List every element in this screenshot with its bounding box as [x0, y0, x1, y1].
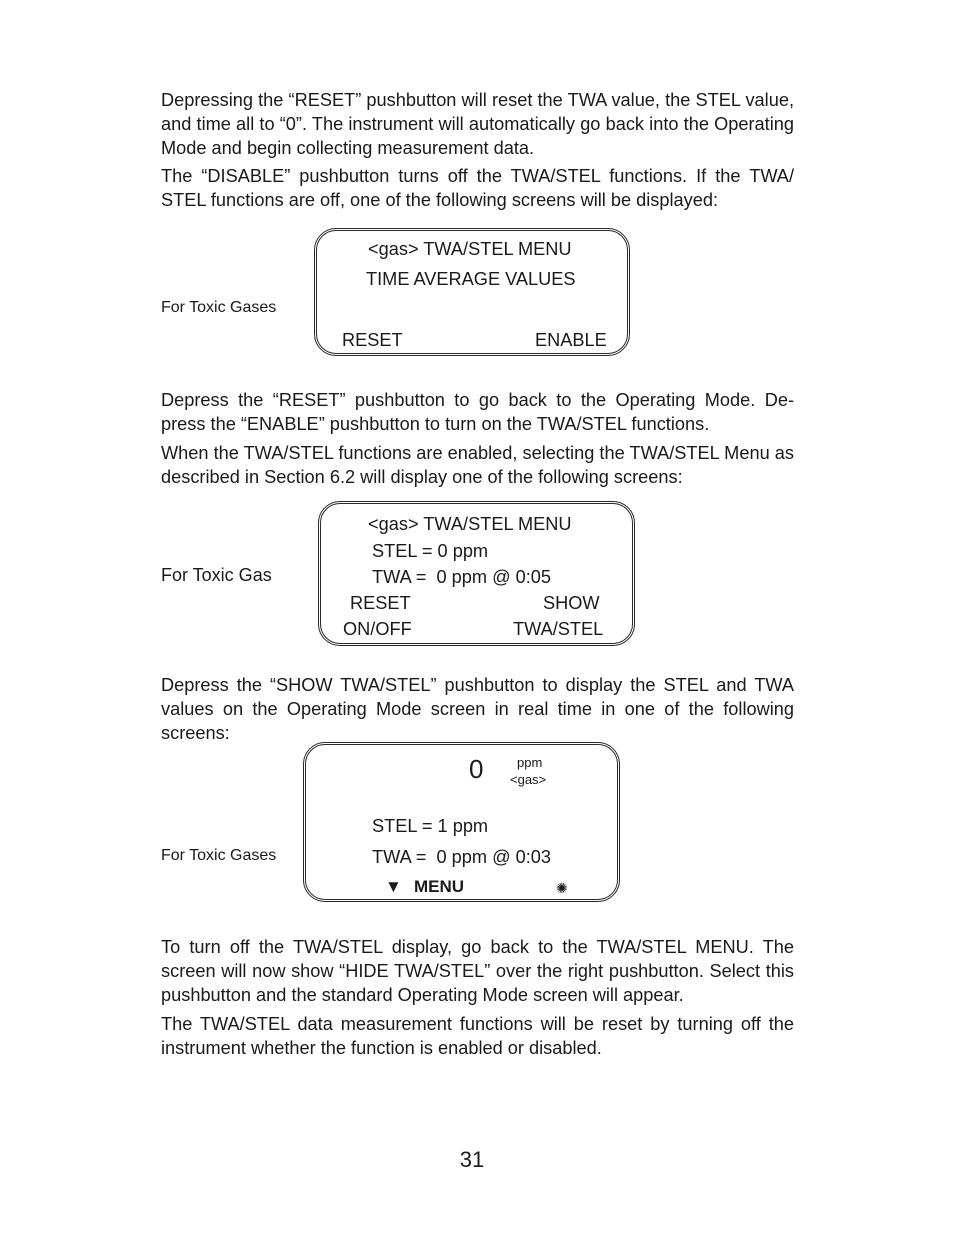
- screen1-enable-label: ENABLE: [535, 330, 607, 350]
- screen1-caption: For Toxic Gases: [161, 299, 277, 316]
- display-screen-disabled: [314, 228, 630, 356]
- screen2-title: <gas> TWA/STEL MENU: [368, 514, 572, 534]
- paragraph-reset-description: Depressing the “RESET” pushbutton will reset the TWA value, the STEL value, and time all to “0”. The instrument will automatically go back into the Operating Mode and begin collecting measurement data.: [161, 90, 794, 158]
- screen1-reset-label: RESET: [342, 330, 403, 350]
- screen2-twastel-label: TWA/STEL: [513, 619, 604, 639]
- screen2-reset-label: RESET: [350, 593, 411, 613]
- page-number: 31: [459, 1147, 485, 1172]
- screen2-stel-line: STEL = 0 ppm: [372, 541, 489, 561]
- screen1-subtitle: TIME AVERAGE VALUES: [366, 269, 576, 289]
- paragraph-reset-on-off: The TWA/STEL data measurement functions will be reset by turning off the instrument whether the function is enabled or disabled.: [161, 1014, 794, 1058]
- paragraph-hide-twa-stel: To turn off the TWA/STEL display, go back to the TWA/STEL MENU. The screen will now show “HIDE TWA/STEL” over the right pushbutton. Select this pushbutton and the standard Operating Mode screen will appear.: [161, 937, 794, 1005]
- screen3-stel-line: STEL = 1 ppm: [372, 816, 489, 836]
- status-indicator-icon: ✺: [556, 880, 568, 896]
- screen2-caption: For Toxic Gas: [161, 565, 272, 585]
- paragraph-enabled-menu: When the TWA/STEL functions are enabled, selecting the TWA/STEL Menu as described in Section 6.2 will display one of the following screens:: [161, 443, 794, 487]
- screen2-twa-line: TWA = 0 ppm @ 0:05: [372, 567, 552, 587]
- screen1-title: <gas> TWA/STEL MENU: [368, 239, 572, 259]
- screen3-unit: ppm: [517, 755, 543, 770]
- display-screen-enabled-menu: [318, 501, 635, 646]
- screen3-caption: For Toxic Gases: [161, 847, 277, 864]
- paragraph-disable-description: The “DISABLE” pushbutton turns off the TWA/STEL functions. If the TWA/ STEL functions are off, one of the following screens will be displayed:: [161, 166, 794, 210]
- screen3-menu-label: MENU: [414, 877, 465, 896]
- paragraph-show-twa-stel: Depress the “SHOW TWA/STEL” pushbutton to display the STEL and TWA values on the Operating Mode screen in real time in one of the following screens:: [161, 675, 794, 743]
- screen3-reading: 0: [469, 754, 484, 784]
- menu-arrow-icon: ▼: [385, 877, 402, 896]
- paragraph-reset-enable: Depress the “RESET” pushbutton to go back to the Operating Mode. De- press the “ENABLE” pushbutton to turn on the TWA/STEL functions.: [161, 390, 794, 434]
- screen2-onoff-label: ON/OFF: [343, 619, 412, 639]
- display-screen-operating-mode: [303, 742, 620, 902]
- screen3-gas: <gas>: [510, 772, 547, 787]
- screen2-show-label: SHOW: [543, 593, 600, 613]
- screen3-twa-line: TWA = 0 ppm @ 0:03: [372, 847, 552, 867]
